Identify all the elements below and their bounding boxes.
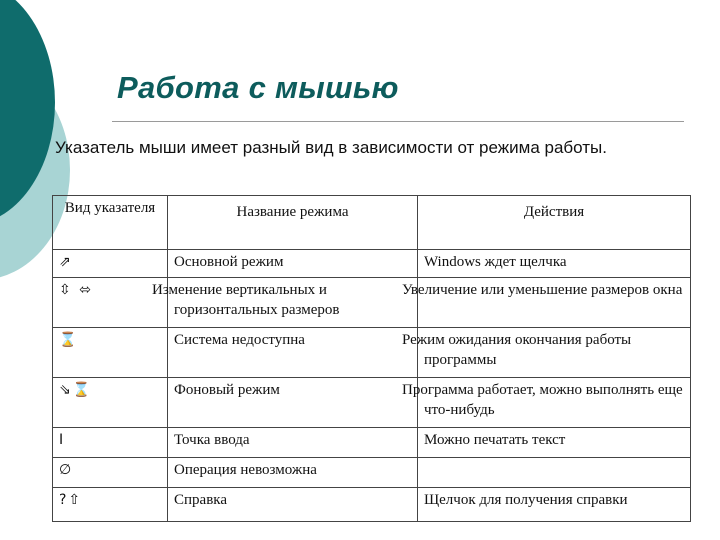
- table-row: [53, 328, 691, 378]
- table-header-row: [53, 196, 691, 250]
- arrow-hourglass-icon: ⇘⌛: [59, 382, 93, 398]
- action-cell: Windows ждет щелчка: [418, 250, 691, 278]
- resize-arrows-icon: ⇳ ⬄: [59, 282, 93, 298]
- pointer-cell: [53, 458, 168, 488]
- hourglass-icon: ⌛: [59, 332, 79, 348]
- mode-cell: Изменение вертикальных и горизонтальных размеров: [168, 278, 418, 328]
- mode-cell: Фоновый режим: [168, 378, 418, 428]
- mode-cell: Справка: [168, 488, 418, 522]
- table-row: [53, 488, 691, 522]
- table-row: [53, 250, 691, 278]
- pointer-modes-table: [52, 195, 691, 522]
- pointer-cell: [53, 488, 168, 522]
- table-row: [53, 278, 691, 328]
- header-actions: Действия: [418, 196, 691, 250]
- arrow-pointer-icon: ⇗: [59, 254, 73, 270]
- action-cell: Увеличение или уменьшение размеров окна: [418, 278, 691, 328]
- action-cell: Режим ожидания окончания работы программы: [418, 328, 691, 378]
- action-cell: Щелчок для получения справки: [418, 488, 691, 522]
- not-allowed-icon: ∅: [59, 462, 74, 478]
- pointer-cell: [53, 428, 168, 458]
- action-cell: Можно печатать текст: [418, 428, 691, 458]
- mode-cell: Операция невозможна: [168, 458, 418, 488]
- mode-cell: Основной режим: [168, 250, 418, 278]
- slide-title: Работа с мышью: [117, 70, 399, 105]
- table-row: [53, 428, 691, 458]
- mode-cell: Точка ввода: [168, 428, 418, 458]
- mode-cell: Система недоступна: [168, 328, 418, 378]
- action-cell: [418, 458, 691, 488]
- header-mode: Название режима: [168, 196, 418, 250]
- table-row: [53, 458, 691, 488]
- pointer-cell: [53, 328, 168, 378]
- pointer-cell: [53, 278, 168, 328]
- action-cell: Программа работает, можно выполнять еще что-нибудь: [418, 378, 691, 428]
- slide-subtitle: Указатель мыши имеет разный вид в зависимости от режима работы.: [55, 138, 607, 157]
- pointer-cell: [53, 250, 168, 278]
- pointer-cell: [53, 378, 168, 428]
- header-pointer: Вид указателя: [53, 196, 168, 250]
- title-divider: [112, 121, 684, 122]
- table-row: [53, 378, 691, 428]
- text-cursor-icon: I: [59, 432, 66, 448]
- help-pointer-icon: ?⇧: [59, 492, 83, 508]
